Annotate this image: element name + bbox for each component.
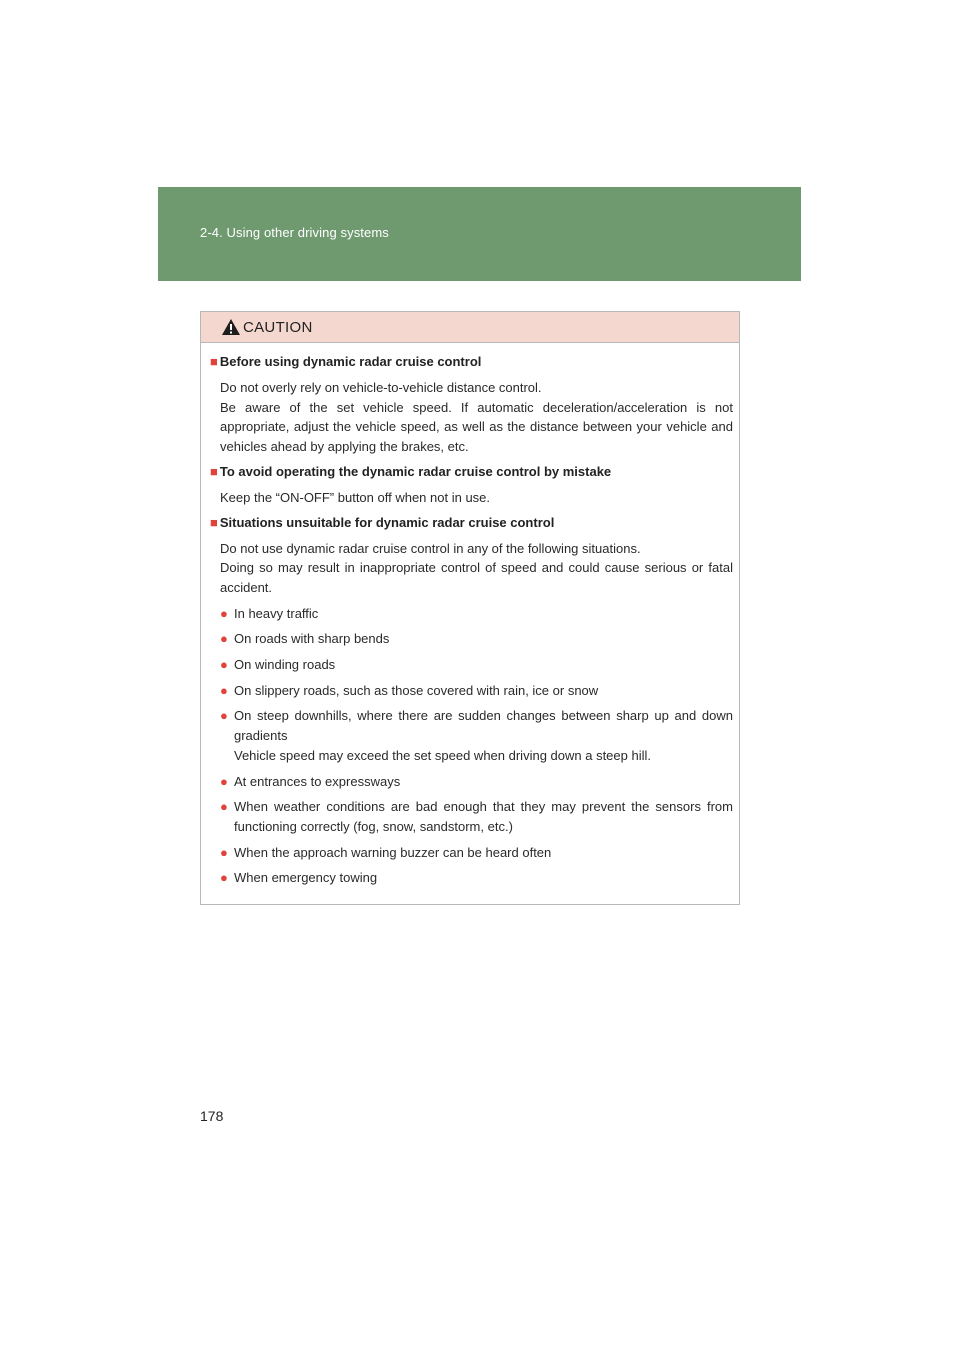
round-bullet-icon: ●: [220, 844, 228, 860]
round-bullet-icon: ●: [220, 870, 228, 886]
list-item: ● On steep downhills, where there are sudden changes between sharp up and down gradients Vehicle speed may exceed the set speed when driving down a steep hill.: [220, 708, 733, 763]
round-bullet-icon: ●: [220, 657, 228, 673]
square-bullet-icon: ■: [210, 354, 218, 369]
warning-triangle-icon: [221, 318, 241, 336]
section-title: 2-4. Using other driving systems: [200, 225, 389, 240]
list-item: ● When the approach warning buzzer can be heard often: [220, 843, 733, 863]
list-item: ● When weather conditions are bad enough that they may prevent the sensors from functioning correctly (fog, snow, sandstorm, etc.): [220, 799, 733, 834]
section-heading: ■ Situations unsuitable for dynamic radar cruise control: [210, 514, 555, 530]
section-text: Do not use dynamic radar cruise control in any of the following situations. Doing so may result in inappropriate control of speed and could cause serious or fatal accident.: [220, 540, 733, 595]
caution-header: [201, 312, 739, 343]
section-heading: ■ Before using dynamic radar cruise control: [210, 354, 482, 369]
caution-label: CAUTION: [243, 319, 313, 336]
page-number: 178: [200, 1108, 224, 1124]
round-bullet-icon: ●: [220, 605, 228, 621]
section-text: Do not overly rely on vehicle-to-vehicle distance control. Be aware of the set vehicle speed. If automatic deceleration/acceleration is not appropriate, adjust the vehicle speed, as well as the distance between your vehicle and vehicles ahead by applying the brakes, etc.: [220, 380, 733, 455]
round-bullet-icon: ●: [220, 799, 228, 815]
list-item: ● When emergency towing: [220, 868, 733, 888]
square-bullet-icon: ■: [210, 514, 218, 530]
list-item: ● On winding roads: [220, 655, 733, 675]
square-bullet-icon: ■: [210, 463, 218, 479]
round-bullet-icon: ●: [220, 631, 228, 647]
list-item: ● On roads with sharp bends: [220, 629, 733, 649]
round-bullet-icon: ●: [220, 708, 228, 724]
section-heading: ■ To avoid operating the dynamic radar cruise control by mistake: [210, 463, 612, 479]
section-text: Keep the “ON-OFF” button off when not in use.: [220, 489, 491, 505]
list-item: ● In heavy traffic: [220, 604, 733, 624]
round-bullet-icon: ●: [220, 773, 228, 789]
section-header-band: [158, 187, 801, 281]
caution-body: [201, 343, 739, 888]
round-bullet-icon: ●: [220, 682, 228, 698]
list-item: ● On slippery roads, such as those covered with rain, ice or snow: [220, 681, 733, 701]
caution-box: [200, 311, 740, 905]
list-item: ● At entrances to expressways: [220, 772, 733, 792]
situation-list: [220, 604, 733, 888]
